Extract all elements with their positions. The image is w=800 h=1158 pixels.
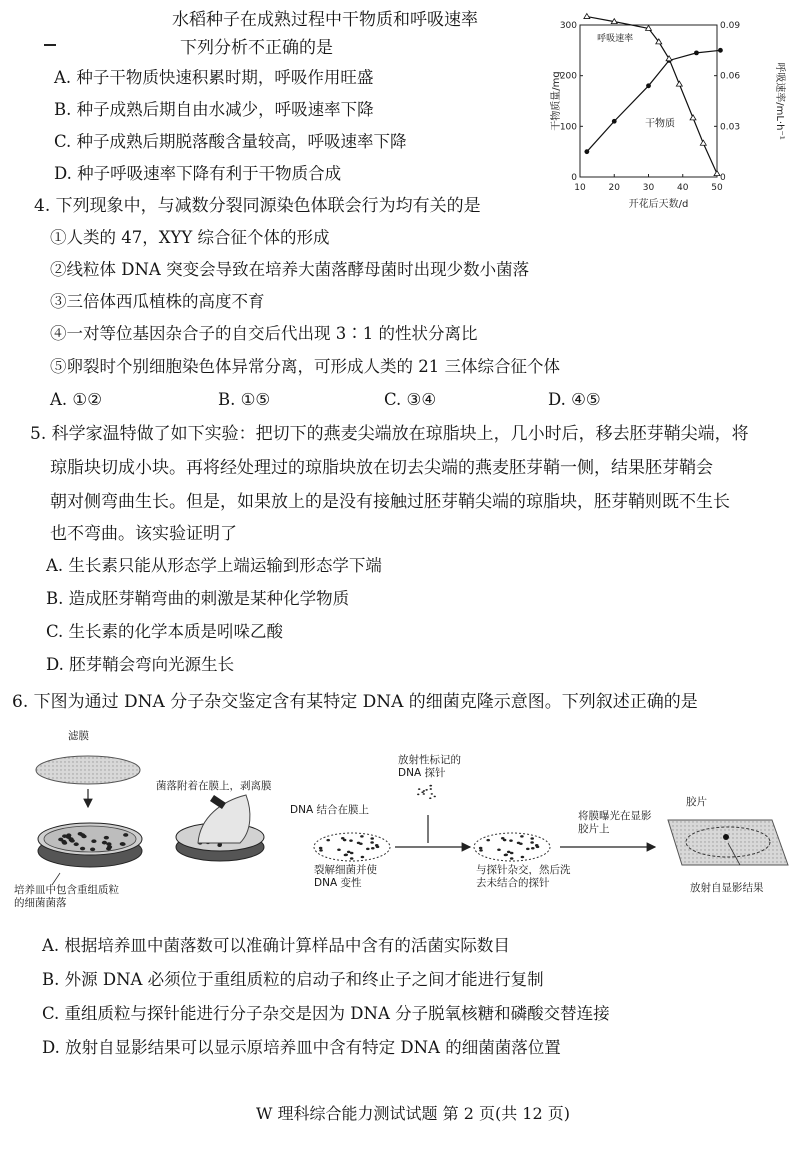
dry-matter-point [612, 119, 617, 124]
q4-choice-c: C. ③④ [384, 390, 437, 409]
diagram-label-step3: 裂解细菌并使 DNA 变性 [314, 864, 377, 889]
q4-stem: 4. 下列现象中，与减数分裂同源染色体联会行为均有关的是 [34, 196, 481, 216]
colony-dot [519, 843, 523, 846]
q3-option-c: C. 种子成熟后期脱落酸含量较高，呼吸速率下降 [54, 132, 407, 151]
colony-dot [359, 843, 363, 846]
colony-dot [107, 845, 112, 849]
diagram-label-membrane: 滤膜 [68, 730, 89, 742]
colony-dot [497, 848, 501, 851]
colony-dot [526, 848, 530, 851]
colony-dot [350, 857, 354, 860]
q6-option-d: D. 放射自显影结果可以显示原培养皿中含有特定 DNA 的细菌菌落位置 [42, 1038, 561, 1057]
chart-canvas [545, 0, 795, 215]
colony-dot [80, 847, 85, 851]
dry-matter-point [718, 48, 723, 53]
colony-dot [62, 841, 67, 845]
q5-option-d: D. 胚芽鞘会弯向光源生长 [46, 655, 235, 674]
diagram-label-expose: 将膜曝光在显影胶片上 [578, 810, 652, 835]
colony-dot [520, 835, 524, 838]
respiration-point [584, 14, 590, 19]
y-left-tick-label: 0 [571, 173, 577, 183]
colony-dot [418, 788, 420, 790]
respiration-point [676, 81, 682, 86]
colony-dot [521, 856, 525, 859]
dry-matter-point [584, 149, 589, 154]
colony-dot [429, 797, 431, 799]
colony-dot [371, 847, 375, 850]
q5-option-a: A. 生长素只能从形态学上端运输到形态学下端 [46, 556, 382, 575]
colony-dot [501, 837, 505, 840]
diagram-label-step2: DNA 结合在膜上 [290, 804, 369, 816]
x-axis-label: 开花后天数/d [628, 199, 689, 210]
q5-line-2: 琼脂块切成小块。再将经处理过的琼脂块放在切去尖端的燕麦胚芽鞘一侧，结果胚芽鞘会 [50, 458, 713, 478]
colony-dot [74, 842, 79, 846]
q3-stem-line1: 水稻种子在成熟过程中干物质和呼吸速率 [172, 10, 478, 30]
diagram-label-step1: 菌落附着在膜上，剥离膜 [156, 780, 272, 792]
x-tick-label: 10 [574, 183, 586, 193]
filter-membrane [36, 756, 140, 784]
membrane-with-dna [314, 833, 390, 861]
colony-dot [507, 851, 511, 854]
colony-dot [344, 854, 348, 857]
y-left-tick-label: 100 [559, 122, 577, 133]
colony-dot [375, 844, 379, 847]
diagram-label-step4: 与探针杂交，然后洗去未结合的探针 [476, 864, 571, 889]
colony-dot [531, 847, 535, 850]
colony-dot [90, 848, 95, 852]
membrane-hybridized [474, 833, 550, 861]
q4-item-1: ①人类的 47，XYY 综合征个体的形成 [50, 228, 330, 247]
q5-option-b: B. 造成胚芽鞘弯曲的刺激是某种化学物质 [46, 589, 350, 608]
colony-dot [423, 793, 425, 795]
respiration-point [690, 115, 696, 120]
colony-dot [341, 837, 345, 840]
diagram-label-film: 胶片 [686, 796, 707, 808]
x-tick-label: 30 [642, 183, 655, 193]
respiration-point [666, 56, 672, 61]
colony-dot [366, 848, 370, 851]
q3-option-d: D. 种子呼吸速率下降有利于干物质合成 [54, 164, 342, 183]
colony-dot [429, 785, 431, 787]
q6-stem: 6. 下图为通过 DNA 分子杂交鉴定含有某特定 DNA 的细菌克隆示意图。下列叙述正确的是 [12, 692, 698, 712]
colony-dot [360, 835, 364, 838]
dry-matter-respiration-chart [545, 0, 795, 215]
colony-dot [91, 839, 96, 843]
colony-dot [509, 839, 513, 842]
y-right-tick-label: 0.03 [720, 122, 741, 133]
colony-dot [417, 794, 419, 796]
colony-dot [434, 796, 436, 798]
q4-choice-d: D. ④⑤ [548, 390, 601, 409]
q6-option-b: B. 外源 DNA 必须位于重组质粒的启动子和终止子之间才能进行复制 [42, 970, 544, 989]
x-tick-label: 50 [711, 183, 723, 193]
colony-dot [486, 839, 490, 842]
colony-dot [535, 844, 539, 847]
q4-choice-b: B. ①⑤ [218, 390, 271, 409]
dry-matter-point [694, 50, 699, 55]
dry-matter-point [646, 83, 651, 88]
q6-option-a: A. 根据培养皿中菌落数可以准确计算样品中含有的活菌实际数目 [42, 936, 510, 955]
colony-dot [430, 788, 432, 790]
colony-dot [120, 842, 125, 846]
q4-item-3: ③三倍体西瓜植株的高度不育 [50, 292, 265, 311]
y-right-tick-label: 0.06 [720, 71, 741, 82]
q5-option-c: C. 生长素的化学本质是吲哚乙酸 [46, 622, 284, 641]
colony-dot [123, 833, 128, 837]
y-left-axis-label: 干物质量/mg [551, 71, 562, 131]
colony-dot [102, 841, 107, 845]
q4-choice-a: A. ①② [50, 390, 102, 409]
colony-dot [319, 849, 323, 852]
colony-dot [337, 848, 341, 851]
colony-dot [326, 839, 330, 842]
y-left-tick-label: 200 [559, 71, 577, 82]
q4-item-5: ⑤卵裂时个别细胞染色体异常分离，可形成人类的 21 三体综合征个体 [50, 357, 560, 376]
petri-dish-original [38, 823, 142, 867]
film [668, 820, 788, 865]
colony-dot [431, 793, 433, 795]
annotation-dry-matter: 干物质 [645, 118, 676, 130]
y-right-tick-label: 0 [720, 173, 726, 183]
colony-dot [69, 838, 74, 842]
colony-dot [349, 839, 353, 842]
q5-line-4: 也不弯曲。该实验证明了 [50, 524, 237, 544]
q3-stem-line2: 下列分析不正确的是 [180, 38, 333, 58]
x-tick-label: 40 [677, 183, 689, 193]
colony-dot [530, 841, 534, 844]
colony-dot [78, 832, 83, 836]
dna-probe [417, 785, 436, 799]
respiration-point [700, 140, 706, 145]
colony-dot [370, 841, 374, 844]
colony-dot [479, 847, 483, 850]
q5-line-1: 5. 科学家温特做了如下实验：把切下的燕麦尖端放在琼脂块上，几小时后，移去胚芽鞘尖端，将 [30, 424, 749, 444]
q4-item-2: ②线粒体 DNA 突变会导致在培养大菌落酵母菌时出现少数小菌落 [50, 260, 530, 279]
diagram-label-result: 放射自显影结果 [690, 882, 764, 894]
y-right-tick-label: 0.09 [720, 21, 741, 31]
x-tick-label: 20 [608, 183, 620, 193]
q3-margin-mark [44, 44, 56, 46]
diagram-label-dish: 培养皿中包含重组质粒的细菌菌落 [14, 884, 119, 909]
colony-dot [370, 837, 374, 840]
q3-option-b: B. 种子成熟后期自由水减少，呼吸速率下降 [54, 100, 374, 119]
diagram-label-probe: 放射性标记的 DNA 探针 [398, 754, 461, 779]
colony-dot [319, 847, 323, 850]
q4-item-4: ④一对等位基因杂合子的自交后代出现 3∶1 的性状分离比 [50, 324, 478, 343]
page-footer: W 理科综合能力测试试题 第 2 页(共 12 页) [256, 1104, 570, 1123]
colony-dot [425, 789, 427, 791]
colony-dot [423, 790, 425, 792]
colony-dot [479, 849, 483, 852]
colony-dot [104, 836, 109, 840]
colony-dot [510, 857, 514, 860]
annotation-respiration: 呼吸速率 [597, 34, 634, 44]
colony-dot [530, 837, 534, 840]
colony-dot [504, 854, 508, 857]
y-left-tick-label: 300 [559, 21, 577, 31]
q6-option-c: C. 重组质粒与探针能进行分子杂交是因为 DNA 分子脱氧核糖和磷酸交替连接 [42, 1004, 610, 1023]
colony-dot [361, 856, 365, 859]
q5-line-3: 朝对侧弯曲生长。但是，如果放上的是没有接触过胚芽鞘尖端的琼脂块，胚芽鞘则既不生长 [50, 492, 730, 512]
q3-option-a: A. 种子干物质快速积累时期，呼吸作用旺盛 [54, 68, 374, 87]
colony-dot [347, 851, 351, 854]
petri-dish-peeling [176, 795, 264, 861]
y-right-axis-label: 呼吸速率/mL·h⁻¹ [774, 62, 785, 140]
chart-plot-frame [580, 25, 717, 177]
